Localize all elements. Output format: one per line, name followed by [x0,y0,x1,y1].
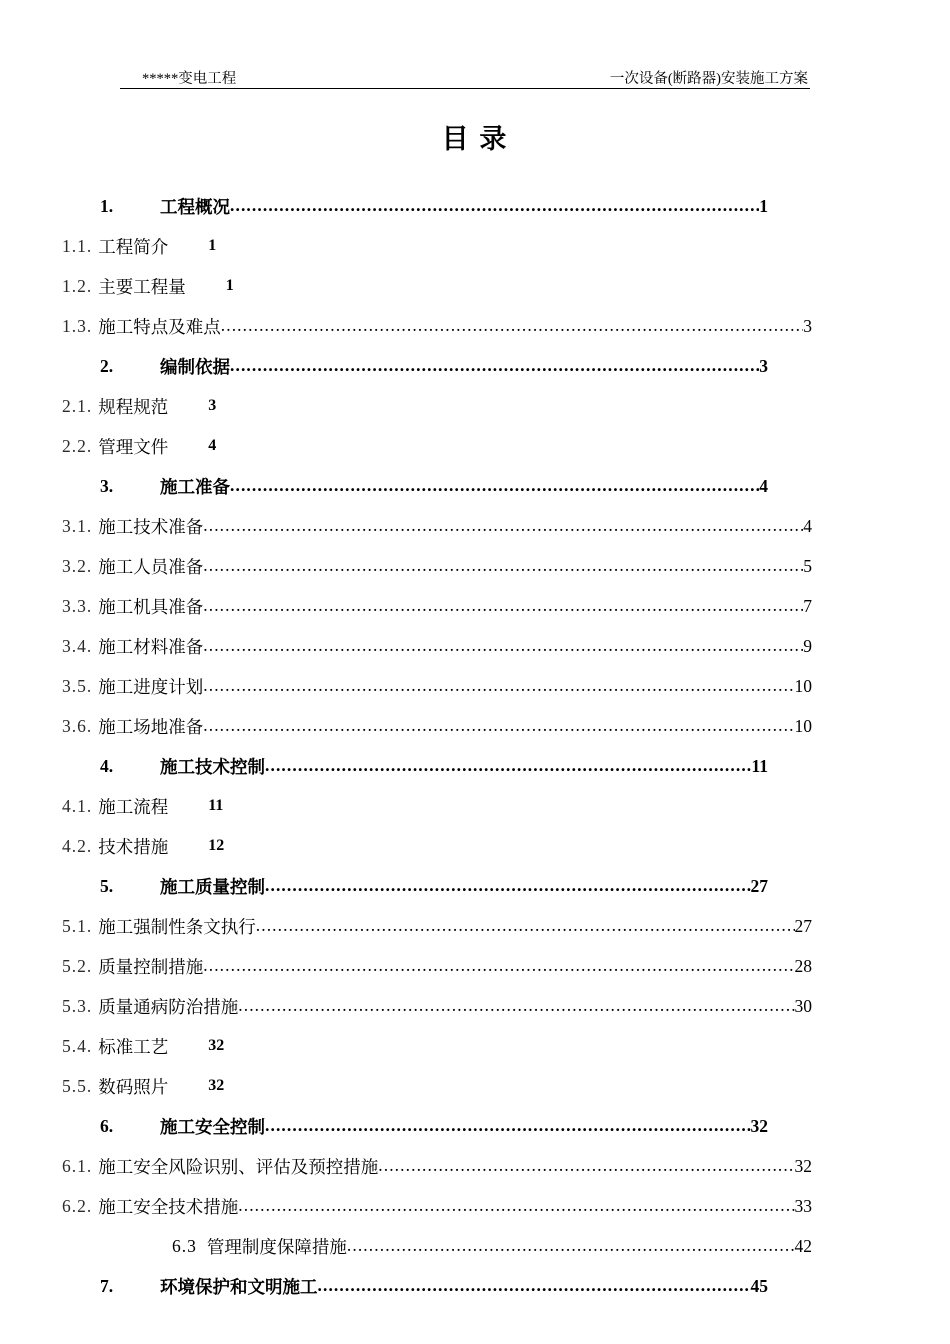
toc-dot-leader [265,757,751,775]
toc-entry[interactable] [0,1066,950,1106]
toc-entry-number: 6.3 [172,1235,197,1256]
toc-entry[interactable] [0,426,950,466]
toc-dot-leader [265,1117,751,1135]
toc-dot-leader [230,477,759,495]
toc-entry-title: 施工机具准备 [98,596,204,617]
toc-entry[interactable] [0,906,950,946]
toc-entry[interactable] [0,1026,950,1066]
toc-page-number: 30 [794,995,812,1016]
toc-entry-title: 施工安全风险识别、评估及预控措施 [98,1156,379,1177]
toc-entry[interactable] [0,826,950,866]
toc-entry-title: 施工准备 [160,476,230,497]
toc-page-number: 1 [759,195,768,216]
toc-entry-title: 施工特点及难点 [98,316,221,337]
toc-entry[interactable] [0,346,950,386]
toc-entry-title: 数码照片 [98,1076,169,1097]
toc-entry-number: 2. [100,355,114,376]
toc-entry[interactable] [0,706,950,746]
toc-entry-number: 4.1. [62,795,93,816]
page-header [120,62,810,89]
toc-page-number: 4 [803,515,812,536]
toc-page-number: 27 [794,915,812,936]
toc-page-number: 32 [794,1155,812,1176]
toc-entry[interactable] [0,466,950,506]
toc-entry-title: 施工强制性条文执行 [98,916,256,937]
toc-entry-title: 标准工艺 [98,1036,169,1057]
toc-entry[interactable] [0,1266,950,1306]
toc-page-number: 32 [208,1037,225,1054]
toc-dot-leader [203,557,803,575]
toc-dot-leader [203,517,803,535]
toc-dot-leader [378,1157,794,1175]
toc-page-number: 42 [794,1235,812,1256]
toc-page-number: 3 [803,315,812,336]
toc-entry[interactable] [0,546,950,586]
toc-entry-number: 3. [100,475,114,496]
toc-dot-leader [203,957,794,975]
toc-page-number: 3 [208,397,217,414]
toc-entry[interactable] [0,666,950,706]
toc-page-number: 5 [803,555,812,576]
toc-entry-title: 规程规范 [98,396,169,417]
toc-entry-title: 工程简介 [98,236,169,257]
toc-entry-number: 3.4. [62,635,93,656]
toc-entry-number: 3.2. [62,555,93,576]
toc-dot-leader [221,317,804,335]
toc-entry[interactable] [0,1106,950,1146]
toc-dot-leader [238,1197,794,1215]
toc-dot-leader [203,717,794,735]
toc-entry-title: 环境保护和文明施工 [160,1276,318,1297]
toc-entry-number: 3.6. [62,715,93,736]
toc-dot-leader [347,1237,795,1255]
header-right-text: 一次设备(断路器)安装施工方案 [609,71,808,87]
toc-page-number: 45 [750,1275,768,1296]
toc-entry-title: 施工材料准备 [98,636,204,657]
toc-dot-leader [230,357,759,375]
page-title: 目 录 [441,124,509,154]
toc-entry-number: 5. [100,875,114,896]
toc-entry-title: 施工技术准备 [98,516,204,537]
toc-dot-leader [238,997,794,1015]
toc-page-number: 32 [208,1077,225,1094]
toc-entry[interactable] [0,586,950,626]
toc-entry-title: 施工流程 [98,796,169,817]
toc-page-number: 11 [751,755,768,776]
toc-entry-number: 3.5. [62,675,93,696]
toc-entry-title: 施工人员准备 [98,556,204,577]
toc-entry-title: 质量通病防治措施 [98,996,239,1017]
toc-entry-number: 5.4. [62,1035,93,1056]
toc-entry[interactable] [0,1226,950,1266]
toc-entry[interactable] [0,1186,950,1226]
toc-entry-number: 1.3. [62,315,93,336]
toc-page-number: 7 [803,595,812,616]
toc-entry-number: 5.3. [62,995,93,1016]
toc-entry-number: 6. [100,1115,114,1136]
toc-page-number: 3 [759,355,768,376]
header-left-text: *****变电工程 [142,71,237,87]
toc-entry[interactable] [0,266,950,306]
toc-entry-number: 1.2. [62,275,93,296]
toc-page-number: 10 [794,715,812,736]
toc-entry-number: 6.1. [62,1155,93,1176]
toc-page-number: 1 [208,237,217,254]
toc-entry-number: 2.2. [62,435,93,456]
toc-page-number: 27 [750,875,768,896]
toc-entry[interactable] [0,746,950,786]
toc-entry[interactable] [0,306,950,346]
toc-dot-leader [256,917,795,935]
toc-dot-leader [203,597,803,615]
toc-entry-number: 5.2. [62,955,93,976]
toc-dot-leader [203,677,794,695]
toc-entry-number: 4.2. [62,835,93,856]
toc-entry-title: 主要工程量 [98,276,186,297]
table-of-contents [0,186,950,1306]
toc-entry[interactable] [0,946,950,986]
toc-entry-number: 6.2. [62,1195,93,1216]
toc-page-number: 33 [794,1195,812,1216]
toc-page-number: 10 [794,675,812,696]
toc-entry-number: 5.1. [62,915,93,936]
toc-page-number: 11 [208,797,224,814]
toc-dot-leader [318,1277,751,1295]
toc-entry[interactable] [0,786,950,826]
toc-entry-number: 3.1. [62,515,93,536]
toc-entry[interactable] [0,226,950,266]
toc-entry[interactable] [0,986,950,1026]
toc-entry-title: 施工进度计划 [98,676,204,697]
toc-entry-number: 7. [100,1275,114,1296]
toc-entry-title: 质量控制措施 [98,956,204,977]
toc-entry-title: 编制依据 [160,356,230,377]
toc-entry[interactable] [0,186,950,226]
toc-dot-leader [230,197,759,215]
toc-entry-number: 5.5. [62,1075,93,1096]
toc-page-number: 12 [208,837,225,854]
toc-entry-title: 施工场地准备 [98,716,204,737]
toc-entry[interactable] [0,386,950,426]
toc-entry-number: 1.1. [62,235,93,256]
toc-page-number: 9 [803,635,812,656]
toc-entry-number: 4. [100,755,114,776]
toc-entry-title: 施工质量控制 [160,876,265,897]
toc-entry-title: 技术措施 [98,836,169,857]
toc-dot-leader [265,877,751,895]
toc-entry[interactable] [0,506,950,546]
toc-page-number: 1 [225,277,234,294]
toc-entry-number: 2.1. [62,395,93,416]
toc-page-number: 28 [794,955,812,976]
toc-entry[interactable] [0,626,950,666]
toc-entry-title: 工程概况 [160,196,230,217]
toc-entry-title: 施工安全控制 [160,1116,265,1137]
toc-entry[interactable] [0,866,950,906]
toc-entry-number: 1. [100,195,114,216]
toc-page-number: 4 [759,475,768,496]
toc-entry-title: 管理制度保障措施 [206,1236,347,1257]
toc-entry-title: 管理文件 [98,436,169,457]
toc-page-number: 4 [208,437,217,454]
toc-dot-leader [203,637,803,655]
toc-entry[interactable] [0,1146,950,1186]
toc-entry-title: 施工安全技术措施 [98,1196,239,1217]
toc-entry-number: 3.3. [62,595,93,616]
toc-entry-title: 施工技术控制 [160,756,265,777]
toc-page-number: 32 [750,1115,768,1136]
